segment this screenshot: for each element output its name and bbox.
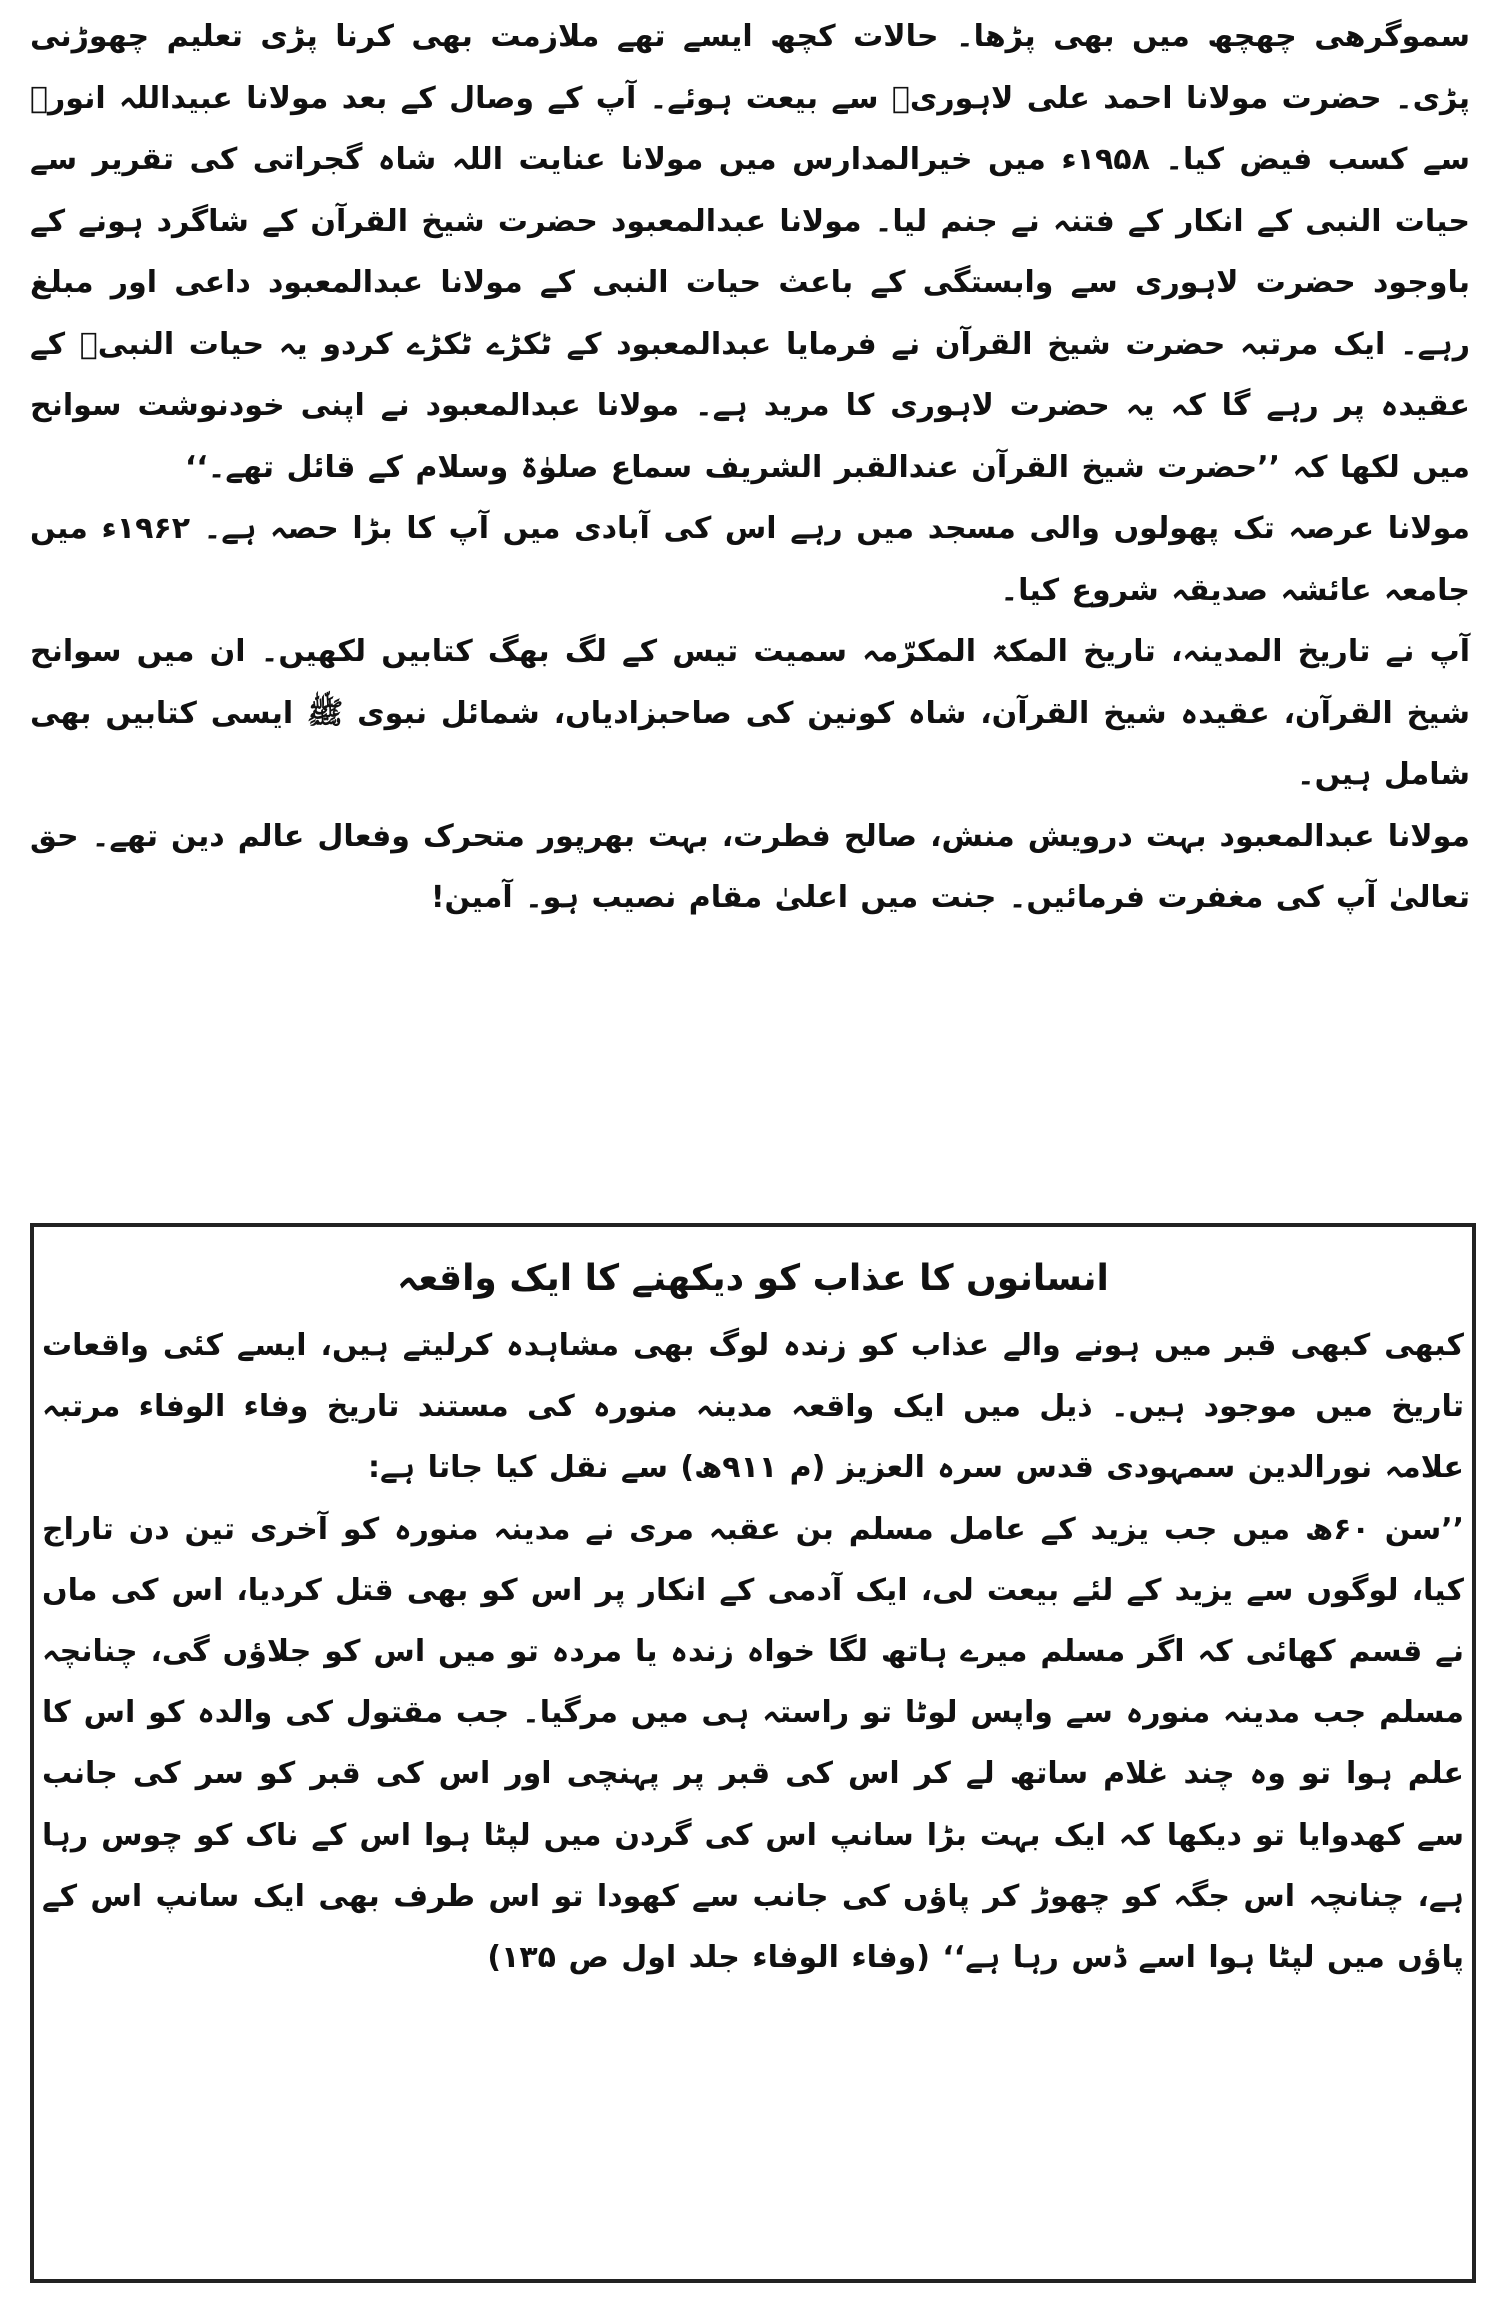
box-intro-paragraph: کبھی کبھی قبر میں ہونے والے عذاب کو زندہ لوگ بھی مشاہدہ کرلیتے ہیں، ایسے کئی واقعات تاریخ میں موجود ہیں۔ ذیل میں ایک واقعہ مدینہ منورہ کی مستند تاریخ وفاء الوفاء مرتبہ علامہ نورالدین سمہودی قدس سرہ العزیز (م ۹۱۱ھ) سے نقل کیا جاتا ہے: [42,1328,1464,1486]
box-citation: (وفاء الوفاء جلد اول ص ۱۳۵) [487,1940,930,1976]
box-heading: انسانوں کا عذاب کو دیکھنے کا ایک واقعہ [397,1258,1109,1299]
paragraph-books: آپ نے تاریخ المدینہ، تاریخ المکۃ المکرّمہ سمیت تیس کے لگ بھگ کتابیں لکھیں۔ ان میں سوانح شیخ القرآن، عقیدہ شیخ القرآن، شاہ کونین کی صاحبزادیاں، شمائل نبوی ﷺ ایسی کتابیں بھی شامل ہیں۔ [30,634,1470,792]
article-body [30,6,1470,929]
box-story-paragraph [42,1499,1464,1989]
paragraph-biography: سموگرھی چھچھ میں بھی پڑھا۔ حالات کچھ ایسے تھے ملازمت بھی کرنا پڑی تعلیم چھوڑنی پڑی۔ حضرت مولانا احمد علی لاہوریؒ سے بیعت ہوئے۔ آپ کے وصال کے بعد مولانا عبیداللہ انورؒ سے کسب فیض کیا۔ ۱۹۵۸ء میں خیرالمدارس میں مولانا عنایت اللہ شاہ گجراتی کی تقریر سے حیات النبی کے انکار کے فتنہ نے جنم لیا۔ مولانا عبدالمعبود حضرت شیخ القرآن کے شاگرد ہونے کے باوجود حضرت لاہوری سے وابستگی کے باعث حیات النبی کے مولانا عبدالمعبود داعی اور مبلغ رہے۔ ایک مرتبہ حضرت شیخ القرآن نے فرمایا عبدالمعبود کے ٹکڑے ٹکڑے کردو یہ حیات النبیؐ کے عقیدہ پر رہے گا کہ یہ حضرت لاہوری کا مرید ہے۔ مولانا عبدالمعبود نے اپنی خودنوشت سوانح میں لکھا کہ ’’حضرت شیخ القرآن عندالقبر الشریف سماع صلوٰۃ وسلام کے قائل تھے۔‘‘ [30,19,1470,485]
paragraph-mosque: مولانا عرصہ تک پھولوں والی مسجد میں رہے اس کی آبادی میں آپ کا بڑا حصہ ہے۔ ۱۹۶۲ء میں جامعہ عائشہ صدیقہ شروع کیا۔ [30,511,1470,608]
paragraph-closing-prayer: مولانا عبدالمعبود بہت درویش منش، صالح فطرت، بہت بھرپور متحرک وفعال عالم دین تھے۔ حق تعالیٰ آپ کی مغفرت فرمائیں۔ جنت میں اعلیٰ مقام نصیب ہو۔ آمین! [30,818,1470,915]
box-story-text: ’’سن ۶۰ھ میں جب یزید کے عامل مسلم بن عقبہ مری نے مدینہ منورہ کو آخری تین دن تاراج کیا، لوگوں سے یزید کے لئے بیعت لی، ایک آدمی کے انکار پر اس کو بھی قتل کردیا، اس کی ماں نے قسم کھائی کہ اگر مسلم میرے ہاتھ لگا خواہ زندہ یا مردہ تو میں اس کو جلاؤں گی، چنانچہ مسلم جب مدینہ منورہ سے واپس لوٹا تو راستہ ہی میں مرگیا۔ جب مقتول کی والدہ کو اس کا علم ہوا تو وہ چند غلام ساتھ لے کر اس کی قبر پر پہنچی اور اس کی قبر کو سر کی جانب سے کھدوایا تو دیکھا کہ ایک بہت بڑا سانپ اس کی گردن میں لپٹا ہوا اس کے ناک کو چوس رہا ہے، چنانچہ اس جگہ کو چھوڑ کر پاؤں کی جانب سے کھودا تو اس طرف بھی ایک سانپ اس کے پاؤں میں لپٹا ہوا اسے ڈس رہا ہے‘‘ [42,1511,1464,1976]
box-body [42,1315,1464,1988]
framed-story-box [30,1223,1476,2283]
